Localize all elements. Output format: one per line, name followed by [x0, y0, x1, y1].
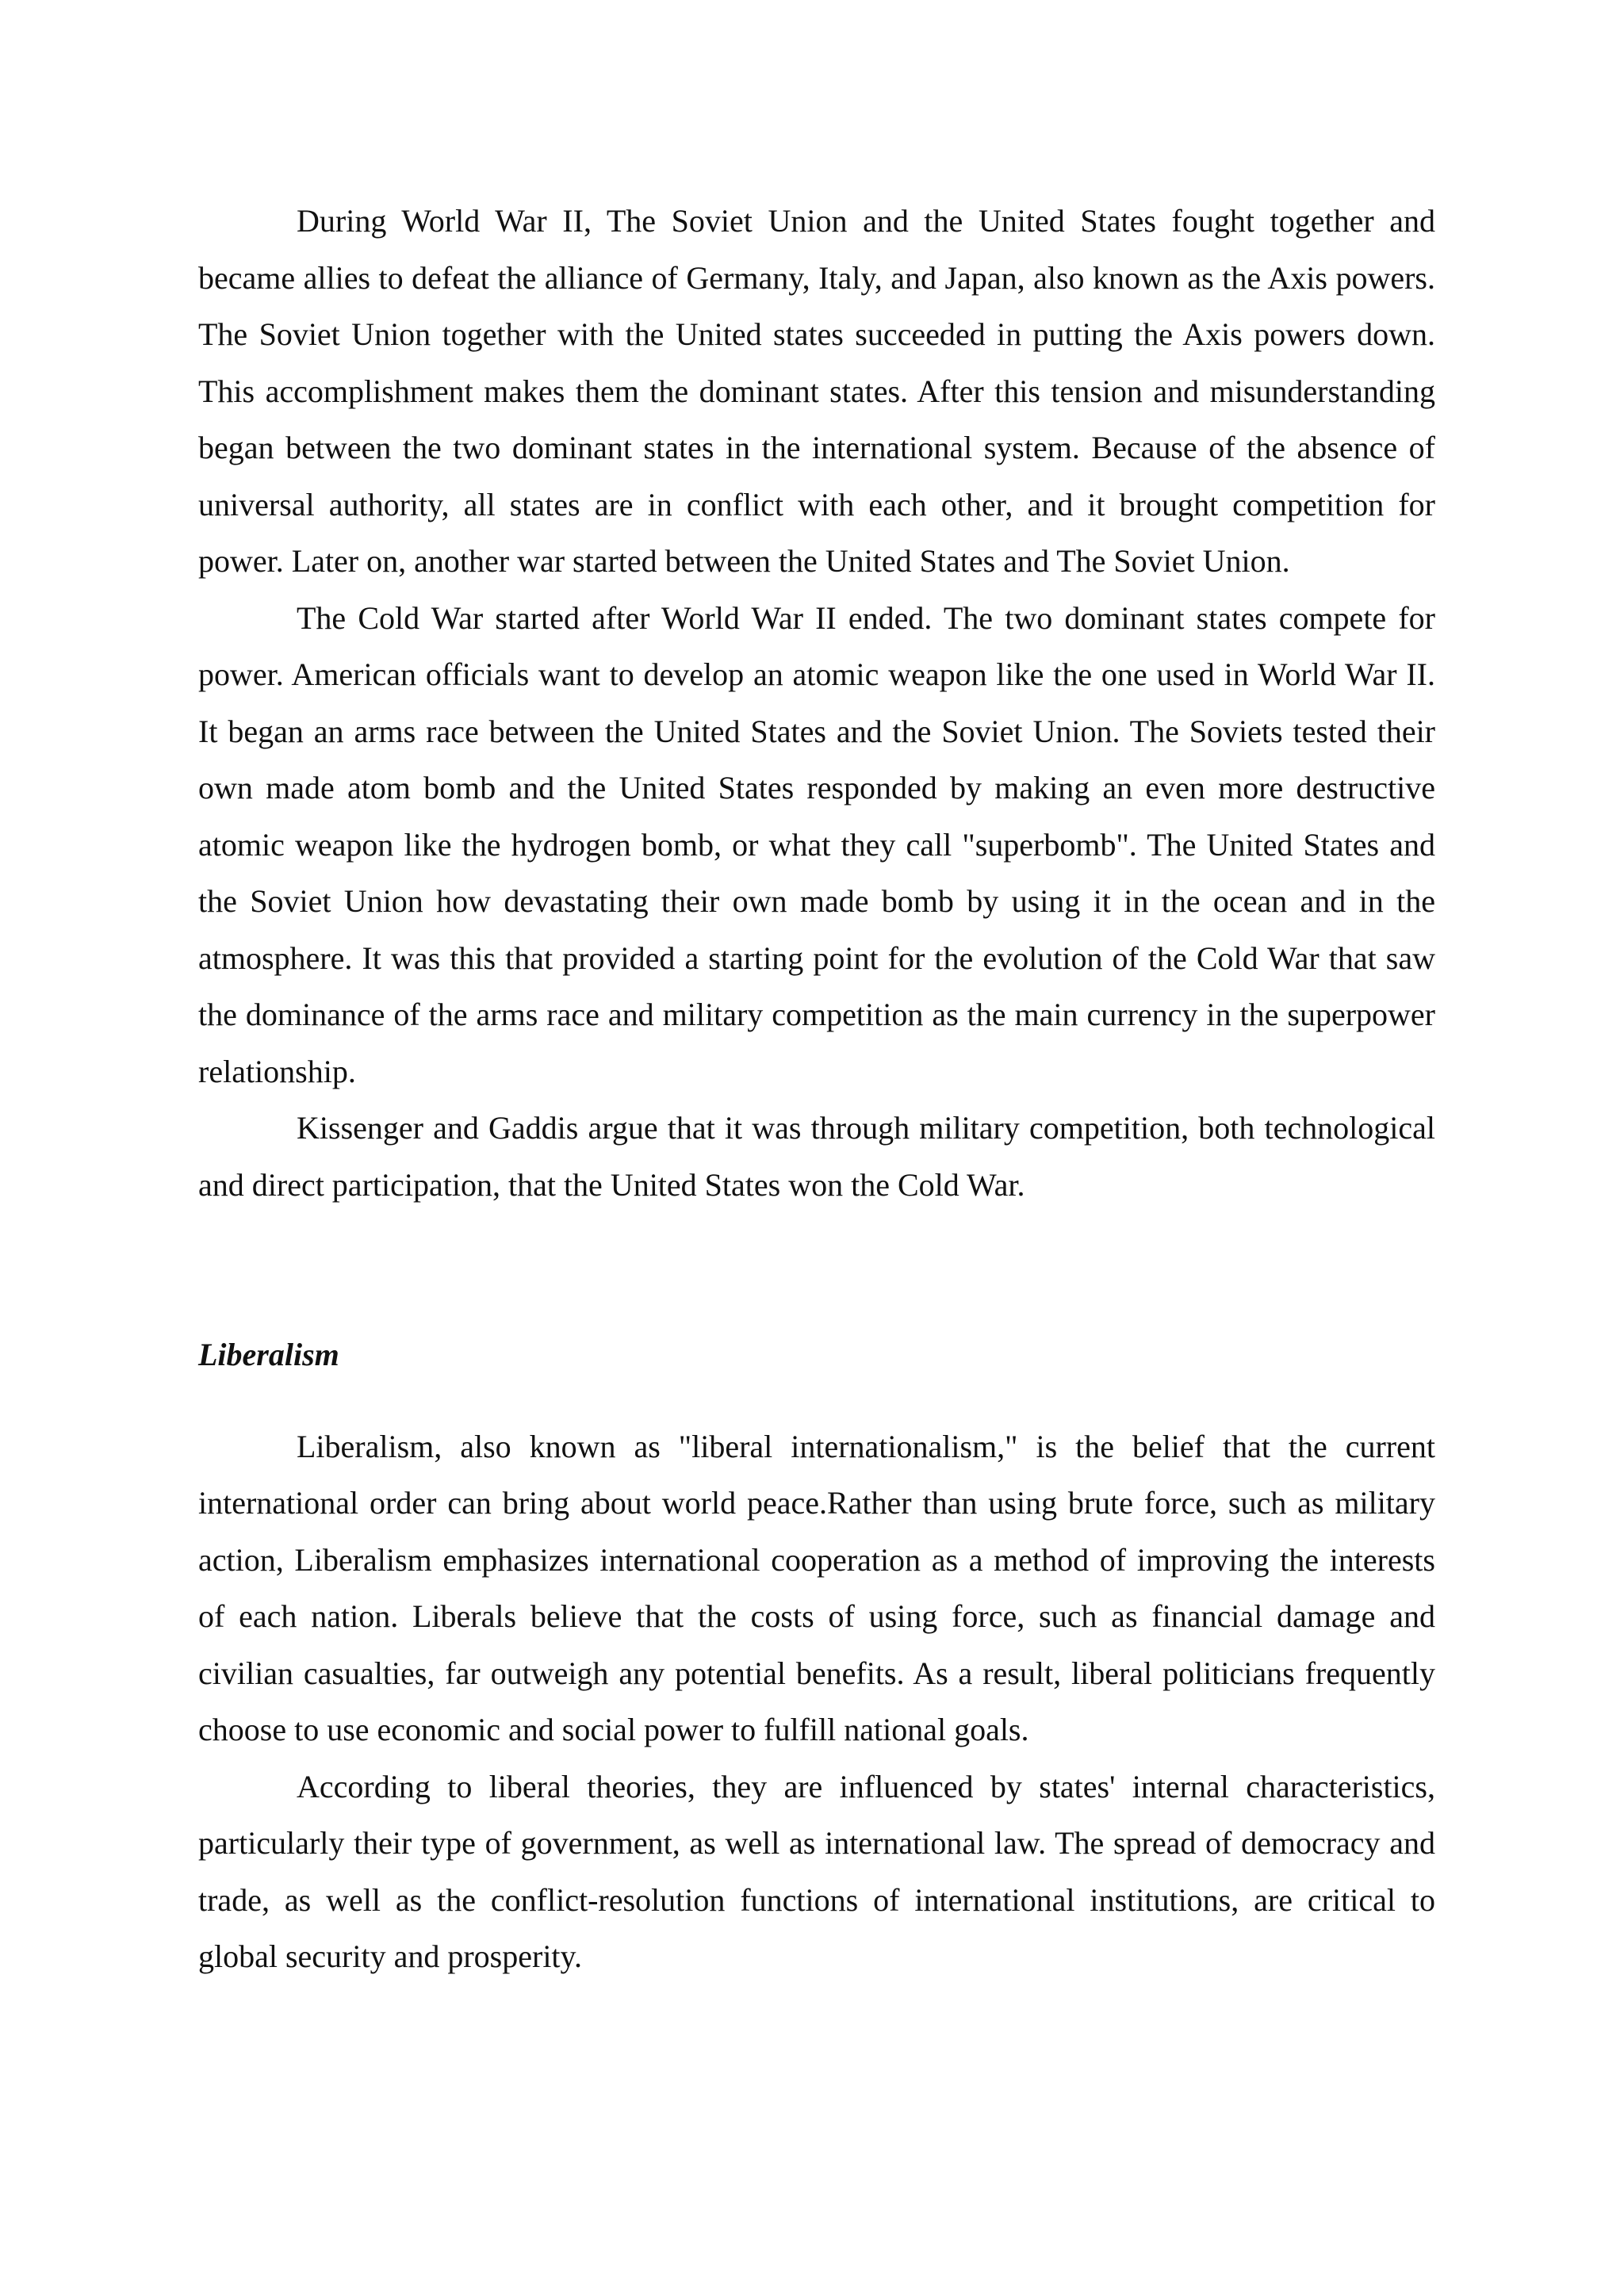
document-body: [198, 193, 1435, 1985]
section-spacer: [198, 1213, 1435, 1326]
paragraph-ww2-alliance: During World War II, The Soviet Union and the United States fought together and became allies to defeat the alliance of Germany, Italy, and Japan, also known as the Axis powers. The Soviet Union together with the United states succeeded in putting the Axis powers down. This accomplishment makes them the dominant states. After this tension and misunderstanding began between the two dominant states in the international system. Because of the absence of universal authority, all states are in conflict with each other, and it brought competition for power. Later on, another war started between the United States and The Soviet Union.: [198, 203, 1435, 579]
heading-spacer: [198, 1383, 1435, 1418]
paragraph-liberal-theories: According to liberal theories, they are influenced by states' internal characteristics, particularly their type of government, as well as international law. The spread of democracy and trade, as well as the conflict-resolution functions of international institutions, are critical to global security and prosperity.: [198, 1768, 1435, 1974]
section-heading-liberalism: Liberalism: [198, 1337, 339, 1372]
paragraph-kissinger-gaddis: Kissenger and Gaddis argue that it was through military competition, both technological and direct participation, that the United States won the Cold War.: [198, 1110, 1435, 1203]
paragraph-liberalism-definition: Liberalism, also known as "liberal internationalism," is the belief that the current international order can bring about world peace.Rather than using brute force, such as military action, Liberalism emphasizes international cooperation as a method of improving the interests of each nation. Liberals believe that the costs of using force, such as financial damage and civilian casualties, far outweigh any potential benefits. As a result, liberal politicians frequently choose to use economic and social power to fulfill national goals.: [198, 1428, 1435, 1747]
paragraph-cold-war-start: The Cold War started after World War II ended. The two dominant states compete for power. American officials want to develop an atomic weapon like the one used in World War II. It began an arms race between the United States and the Soviet Union. The Soviets tested their own made atom bomb and the United States responded by making an even more destructive atomic weapon like the hydrogen bomb, or what they call "superbomb". The United States and the Soviet Union how devastating their own made bomb by using it in the ocean and in the atmosphere. It was this that provided a starting point for the evolution of the Cold War that saw the dominance of the arms race and military competition as the main currency in the superpower relationship.: [198, 599, 1435, 1089]
